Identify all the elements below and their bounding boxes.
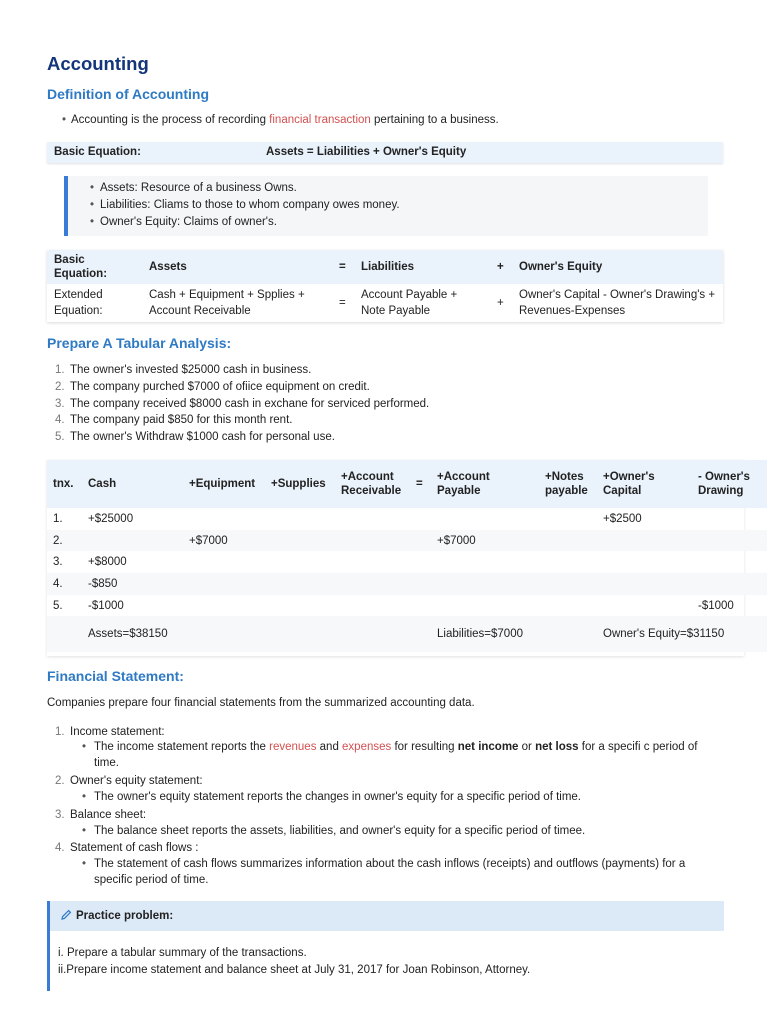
- extended-equals: =: [332, 284, 354, 322]
- cell: [692, 530, 767, 552]
- statement-item: 3. Balance sheet:: [55, 809, 147, 821]
- statement-desc: [82, 824, 714, 840]
- desc-text: for a specifi c period of time.: [94, 741, 698, 769]
- list-item: 5. The owner's Withdraw $1000 cash for personal use.: [55, 431, 335, 444]
- cell: [597, 551, 692, 573]
- table-row: [47, 530, 767, 552]
- header-account-receivable: +Account Receivable: [335, 460, 410, 508]
- cell: [692, 551, 767, 573]
- net-loss-term: net loss: [535, 741, 579, 753]
- bullet-icon: •: [82, 791, 87, 803]
- header-equipment: +Equipment: [183, 460, 265, 508]
- total-assets: Assets=$38150: [82, 616, 431, 652]
- page-title: Accounting: [47, 53, 149, 74]
- cell: [335, 551, 410, 573]
- cell: [539, 551, 597, 573]
- cell: [410, 573, 431, 595]
- table-row: [47, 573, 767, 595]
- list-item: 3. The company received $8000 cash in exchane for serviced performed.: [55, 397, 430, 410]
- header-equals: =: [332, 250, 354, 284]
- statement-desc: [82, 740, 714, 771]
- bullet-icon: •: [82, 858, 87, 870]
- header-notes-payable: +Notes payable: [539, 460, 597, 508]
- equation-table: [47, 250, 723, 322]
- cell: [431, 508, 539, 530]
- extended-liabilities: Account Payable + Note Payable: [354, 284, 490, 322]
- cell: +$8000: [88, 556, 127, 569]
- bullet-icon: •: [90, 216, 95, 228]
- cell: [539, 573, 597, 595]
- cell: +$25000: [88, 512, 134, 525]
- statement-item: 2. Owner's equity statement:: [55, 775, 203, 787]
- cell: [431, 595, 539, 617]
- header-equals: =: [410, 460, 431, 508]
- bullet-icon: •: [82, 825, 87, 837]
- practice-line: i. Prepare a tabular summary of the transactions.: [58, 947, 307, 959]
- header-owners-capital: +Owner's Capital: [597, 460, 692, 508]
- bullet-icon: •: [90, 182, 95, 194]
- statement-item: 1. Income statement:: [55, 726, 165, 738]
- extended-assets: Cash + Equipment + Spplies + Account Receivable: [142, 284, 332, 322]
- tabular-heading: Prepare A Tabular Analysis:: [47, 335, 232, 351]
- statement-name: Owner's equity statement:: [70, 775, 203, 787]
- practice-label: Practice problem:: [76, 910, 174, 922]
- cell: [183, 595, 265, 617]
- extended-plus: +: [490, 284, 512, 322]
- cell: 2.: [47, 530, 82, 552]
- bullet-icon: •: [90, 199, 95, 211]
- list-item: 4. The company paid $850 for this month rent.: [55, 414, 293, 427]
- total-owners-equity: Owner's Equity=$31150: [597, 616, 767, 652]
- header-basic-equation: Basic Equation:: [47, 250, 142, 284]
- cell: +$7000: [183, 530, 265, 552]
- definition-heading: Definition of Accounting: [47, 86, 210, 102]
- table-row: [47, 595, 767, 617]
- transaction-item: The company purched $7000 of ofiice equipment on credit.: [70, 380, 370, 393]
- definitions-callout: [64, 176, 708, 236]
- desc-text: The balance sheet reports the assets, liabilities, and owner's equity for a specific period of timee.: [94, 825, 586, 837]
- cell: [335, 508, 410, 530]
- definition-text: Accounting is the process of recording: [71, 114, 270, 126]
- cell: [692, 508, 767, 530]
- statement-name: Balance sheet:: [70, 809, 147, 821]
- cell: [597, 573, 692, 595]
- pencil-icon: [60, 909, 72, 924]
- list-item: [90, 197, 400, 213]
- bullet-icon: •: [62, 114, 67, 126]
- cell: [265, 595, 335, 617]
- cell: [597, 595, 692, 617]
- header-owners-equity: Owner's Equity: [512, 250, 723, 284]
- header-assets: Assets: [142, 250, 332, 284]
- cell: [47, 616, 82, 652]
- desc-text: or: [518, 741, 536, 753]
- cell: [410, 595, 431, 617]
- header-owners-drawing: - Owner's Drawing: [692, 460, 767, 508]
- extended-owners-equity: Owner's Capital - Owner's Drawing's + Revenues-Expenses: [512, 284, 723, 322]
- basic-equation-bar: [47, 142, 723, 163]
- tabular-analysis-table[interactable]: [47, 460, 750, 656]
- cell: [692, 573, 767, 595]
- basic-equation-label: Basic Equation:: [54, 146, 141, 158]
- cell: 5.: [53, 599, 63, 612]
- list-item: [90, 214, 277, 230]
- cell: [335, 530, 410, 552]
- cell: -$850: [82, 573, 183, 595]
- cell: [183, 551, 265, 573]
- statement-desc: [82, 857, 714, 888]
- header-plus: +: [490, 250, 512, 284]
- cell: [265, 551, 335, 573]
- cell: [82, 530, 183, 552]
- header-supplies: +Supplies: [265, 460, 335, 508]
- financial-intro: Companies prepare four financial statements from the summarized accounting data.: [47, 697, 475, 709]
- liabilities-definition: Liabilities: Cliams to those to whom company owes money.: [100, 199, 400, 211]
- table-row: [47, 508, 767, 530]
- cell: [265, 573, 335, 595]
- cell: [183, 573, 265, 595]
- cell: [431, 573, 539, 595]
- cell: +$7000: [431, 530, 539, 552]
- cell: [410, 551, 431, 573]
- statement-desc: [82, 790, 714, 806]
- desc-text: The owner's equity statement reports the changes in owner's equity for a specific period of time.: [94, 791, 581, 803]
- cell: [539, 530, 597, 552]
- equation-table-header: [47, 250, 723, 284]
- cell: [265, 530, 335, 552]
- practice-problem-box: [47, 901, 724, 991]
- desc-text: and: [316, 741, 343, 753]
- financial-transaction-link[interactable]: financial transaction: [269, 114, 371, 126]
- assets-definition: Assets: Resource of a business Owns.: [100, 182, 297, 194]
- practice-line: ii.Prepare income statement and balance sheet at July 31, 2017 for Joan Robinson, Attorney.: [58, 964, 531, 976]
- expenses-link[interactable]: expenses: [342, 741, 392, 753]
- cell: [539, 595, 597, 617]
- equation-table-row: [47, 284, 723, 322]
- desc-text: The income statement reports the: [94, 741, 270, 753]
- list-item: 1. The owner's invested $25000 cash in business.: [55, 364, 312, 376]
- transaction-item: The company received $8000 cash in exchane for serviced performed.: [70, 397, 430, 410]
- cell: +$2500: [603, 512, 642, 525]
- cell: [335, 595, 410, 617]
- cell: -$1000: [698, 599, 734, 612]
- cell: [597, 530, 692, 552]
- transaction-item: The company paid $850 for this month rent.: [70, 414, 293, 427]
- header-account-payable: +Account Payable: [431, 460, 539, 508]
- header-tnx: tnx.: [47, 460, 82, 508]
- list-item: [90, 180, 297, 196]
- cell: 4.: [47, 573, 82, 595]
- cell: -$1000: [88, 599, 124, 612]
- definition-text-end: pertaining to a business.: [370, 114, 499, 126]
- financial-heading: Financial Statement:: [47, 668, 184, 684]
- statement-name: Statement of cash flows :: [70, 842, 199, 854]
- desc-text: for resulting: [391, 741, 458, 753]
- list-item: 2. The company purched $7000 of ofiice equipment on credit.: [55, 380, 370, 393]
- owners-equity-definition: Owner's Equity: Claims of owner's.: [100, 216, 277, 228]
- cell: [265, 508, 335, 530]
- statement-item: 4. Statement of cash flows :: [55, 842, 199, 854]
- cell: 3.: [53, 556, 63, 569]
- totals-row: [47, 616, 767, 652]
- basic-equation-formula: Assets = Liabilities + Owner's Equity: [266, 146, 467, 158]
- cell: [183, 508, 265, 530]
- table-header-row: [47, 460, 767, 508]
- transaction-list: [55, 362, 429, 446]
- transaction-item: The owner's Withdraw $1000 cash for personal use.: [70, 431, 335, 444]
- transaction-item: The owner's invested $25000 cash in business.: [70, 364, 312, 376]
- extended-equation-label: Extended Equation:: [47, 284, 142, 322]
- cell: [431, 551, 539, 573]
- revenues-link[interactable]: revenues: [269, 741, 317, 753]
- cell: [539, 508, 597, 530]
- cell: [410, 508, 431, 530]
- cell: 1.: [53, 512, 63, 525]
- net-income-term: net income: [457, 741, 519, 753]
- definition-item: [62, 112, 499, 128]
- total-liabilities: Liabilities=$7000: [431, 616, 597, 652]
- bullet-icon: •: [82, 741, 87, 753]
- practice-header: [50, 901, 724, 931]
- practice-body: [58, 945, 530, 979]
- table-row: [47, 551, 767, 573]
- header-cash: Cash: [82, 460, 183, 508]
- desc-text: The statement of cash flows summarizes information about the cash inflows (receipts) and outflows (payments) for a specific period of time.: [94, 858, 686, 886]
- cell: [335, 573, 410, 595]
- cell: [410, 530, 431, 552]
- header-liabilities: Liabilities: [354, 250, 490, 284]
- statement-name: Income statement:: [70, 726, 165, 738]
